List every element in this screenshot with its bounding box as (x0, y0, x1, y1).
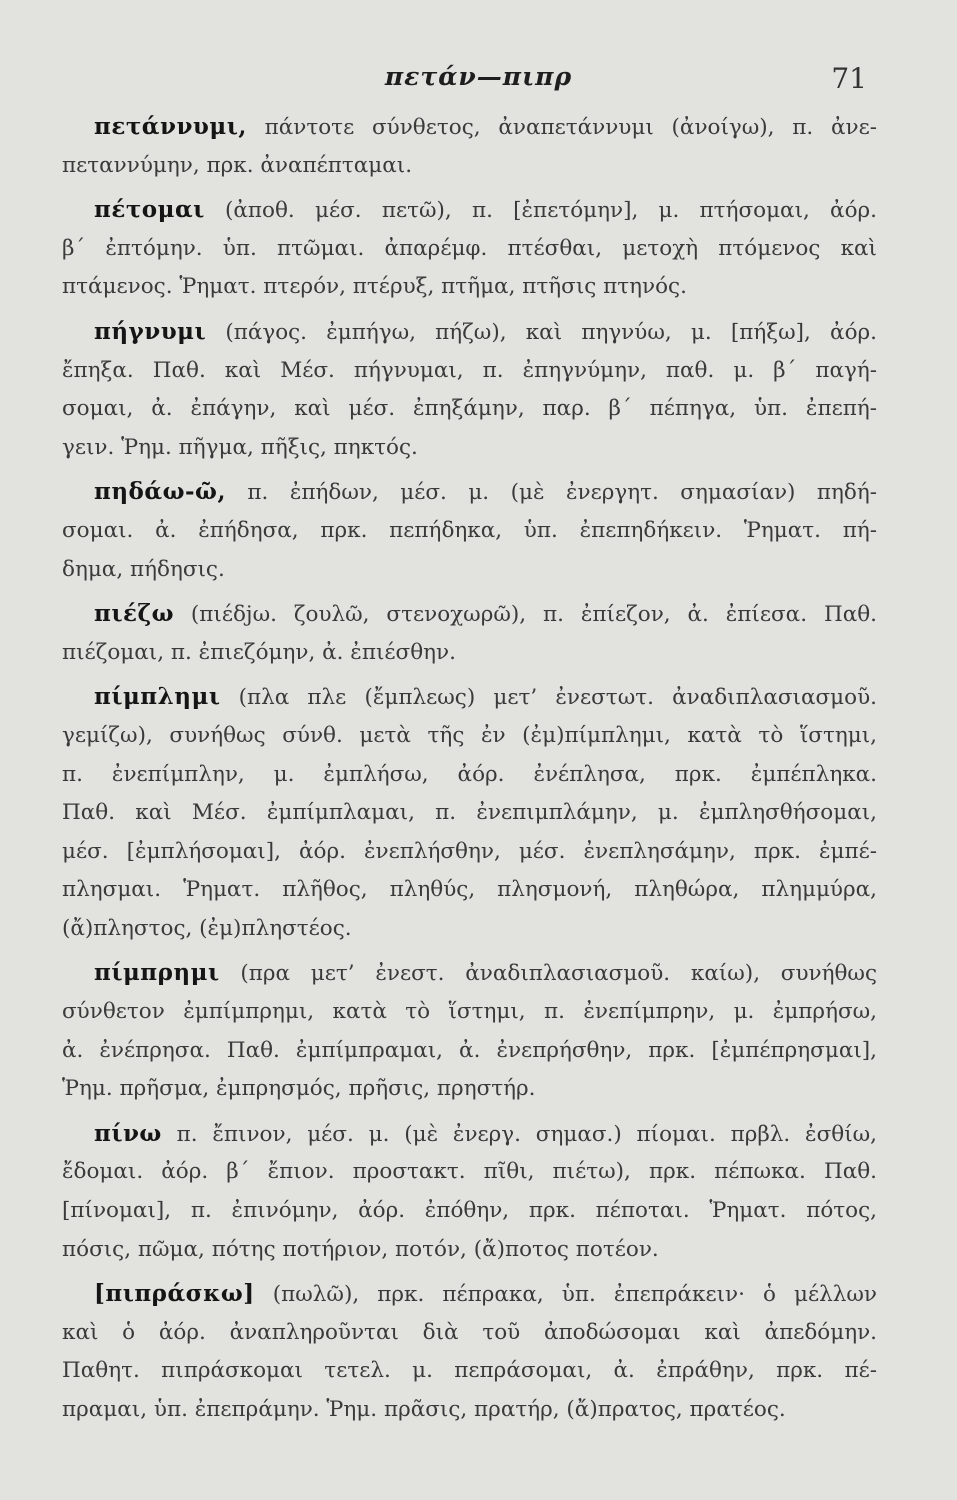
dictionary-entry (62, 1115, 877, 1269)
entry-line: [πίνομαι], π. ἐπινόμην, ἀόρ. ἐπόθην, πρκ. πέποται. Ῥηματ. πότος, (62, 1198, 877, 1224)
dictionary-entry (62, 954, 877, 1108)
page-number: 71 (831, 62, 867, 95)
entry-definition: (πιέδjω. ζουλῶ, στενοχωρῶ), π. ἐπίεζον, ἀ. ἐπίεσα. Παθ. (173, 602, 877, 628)
dictionary-entry (62, 595, 877, 672)
entry-line: σομαι, ἀ. ἐπάγην, καὶ μέσ. ἐπηξάμην, παρ. β΄ πέπηγα, ὑπ. ἐπεπή- (62, 396, 877, 422)
dictionary-entry (62, 191, 877, 307)
entry-line: Παθ. καὶ Μέσ. ἐμπίμπλαμαι, π. ἐνεπιμπλάμην, μ. ἐμπλησθήσομαι, (62, 800, 877, 826)
entry-line: π. ἐνεπίμπλην, μ. ἐμπλήσω, ἀόρ. ἐνέπλησα, πρκ. ἐμπέπληκα. (62, 761, 877, 787)
entry-line: σομαι. ἀ. ἐπήδησα, πρκ. πεπήδηκα, ὑπ. ἐπεπηδήκειν. Ῥηματ. πή- (62, 517, 877, 543)
entry-line: καὶ ὁ ἀόρ. ἀναπληροῦνται διὰ τοῦ ἀποδώσομαι καὶ ἀπεδόμην. (62, 1319, 877, 1345)
entry-definition: π. ἐπήδων, μέσ. μ. (μὲ ἐνεργητ. σημασίαν) πηδή- (225, 480, 877, 506)
entry-headword: πίμπλημι (94, 683, 221, 711)
entry-headword: πηδάω-ῶ, (94, 478, 226, 506)
running-title: πετάν—πιπρ (384, 62, 573, 91)
entry-first-line (62, 191, 877, 230)
entry-line: Παθητ. πιπράσκομαι τετελ. μ. πεπράσομαι, ἀ. ἐπράθην, πρκ. πέ- (62, 1358, 877, 1384)
dictionary-entry (62, 108, 877, 185)
dictionary-entry (62, 1275, 877, 1429)
entry-definition: (πάγος. ἐμπήγω, πήζω), καὶ πηγνύω, μ. [πήξω], ἀόρ. (206, 319, 877, 345)
entry-line: Ῥημ. πρῆσμα, ἐμπρησμός, πρῆσις, πρηστήρ. (62, 1076, 536, 1102)
entry-line: πτάμενος. Ῥηματ. πτερόν, πτέρυξ, πτῆμα, πτῆσις πτηνός. (62, 274, 687, 300)
entry-line: πραμαι, ὑπ. ἐπεπράμην. Ῥημ. πρᾶσις, πρατήρ, (ἄ)πρατος, πρατέος. (62, 1397, 786, 1422)
entry-headword: πίμπρημι (94, 959, 220, 987)
dictionary-entry (62, 313, 877, 467)
entry-line: σύνθετον ἐμπίμπρημι, κατὰ τὸ ἵστημι, π. ἐνεπίμπρην, μ. ἐμπρήσω, (62, 999, 877, 1025)
dictionary-entry (62, 678, 877, 948)
entry-headword: πετάννυμι, (94, 113, 247, 140)
entry-line: πεταννύμην, πρκ. ἀναπέπταμαι. (62, 152, 413, 178)
entry-definition: (πρα μετ’ ἐνεστ. ἀναδιπλασιασμοῦ. καίω), συνήθως (219, 961, 877, 987)
entry-first-line (62, 1275, 877, 1314)
entry-line: γεμίζω), συνήθως σύνθ. μετὰ τῆς ἐν (ἐμ)πίμπλημι, κατὰ τὸ ἵστημι, (62, 722, 877, 748)
entry-line: πιέζομαι, π. ἐπιεζόμην, ἀ. ἐπιέσθην. (62, 639, 456, 665)
entry-first-line (62, 595, 877, 634)
entry-definition: π. ἔπινον, μέσ. μ. (μὲ ἐνεργ. σημασ.) πίομαι. πρβλ. ἐσθίω, (161, 1121, 877, 1147)
entry-headword: [πιπράσκω] (94, 1280, 255, 1308)
entry-line: πόσις, πῶμα, πότης ποτήριον, ποτόν, (ἄ)ποτος ποτέον. (62, 1236, 659, 1262)
entry-line: δημα, πήδησις. (62, 556, 225, 582)
entry-line: β΄ ἐπτόμην. ὑπ. πτῶμαι. ἀπαρέμφ. πτέσθαι, μετοχὴ πτόμενος καὶ (62, 235, 877, 261)
entry-first-line (62, 954, 877, 993)
entries-column (62, 108, 877, 1436)
running-head (0, 62, 957, 102)
entry-first-line (62, 1115, 877, 1154)
entry-headword: πιέζω (94, 600, 174, 628)
entry-line: γειν. Ῥημ. πῆγμα, πῆξις, πηκτός. (62, 434, 418, 460)
entry-first-line (62, 678, 877, 717)
entry-definition: (ἀποθ. μέσ. πετῶ), π. [ἐπετόμην], μ. πτήσομαι, ἀόρ. (204, 198, 877, 224)
entry-definition: (πλα πλε (ἔμπλεως) μετ’ ἐνεστωτ. ἀναδιπλασιασμοῦ. (220, 685, 877, 711)
entry-line: ἔδομαι. ἀόρ. β΄ ἔπιον. προστακτ. πῖθι, πιέτω), πρκ. πέπωκα. Παθ. (62, 1159, 877, 1185)
entry-line: πλησμαι. Ῥηματ. πλῆθος, πληθύς, πλησμονή, πληθώρα, πλημμύρα, (62, 877, 877, 903)
entry-definition: πάντοτε σύνθετος, ἀναπετάννυμι (ἀνοίγω), π. ἀνε- (246, 115, 877, 140)
entry-line: ἔπηξα. Παθ. καὶ Μέσ. πήγνυμαι, π. ἐπηγνύμην, παθ. μ. β΄ παγή- (62, 357, 877, 383)
entry-line: μέσ. [ἐμπλήσομαι], ἀόρ. ἐνεπλήσθην, μέσ. ἐνεπλησάμην, πρκ. ἐμπέ- (62, 838, 877, 864)
entry-first-line (62, 108, 877, 147)
entry-first-line (62, 473, 877, 512)
entry-definition: (πωλῶ), πρκ. πέπρακα, ὑπ. ἐπεπράκειν· ὁ μέλλων (254, 1282, 877, 1308)
entry-first-line (62, 313, 877, 352)
entry-line: ἀ. ἐνέπρησα. Παθ. ἐμπίμπραμαι, ἀ. ἐνεπρήσθην, πρκ. [ἐμπέπρησμαι], (62, 1037, 877, 1063)
entry-headword: πέτομαι (94, 196, 205, 224)
entry-line: (ἄ)πληστος, (ἐμ)πληστέος. (62, 915, 352, 941)
dictionary-entry (62, 473, 877, 589)
entry-headword: πίνω (94, 1119, 162, 1147)
entry-headword: πήγνυμι (94, 317, 207, 345)
